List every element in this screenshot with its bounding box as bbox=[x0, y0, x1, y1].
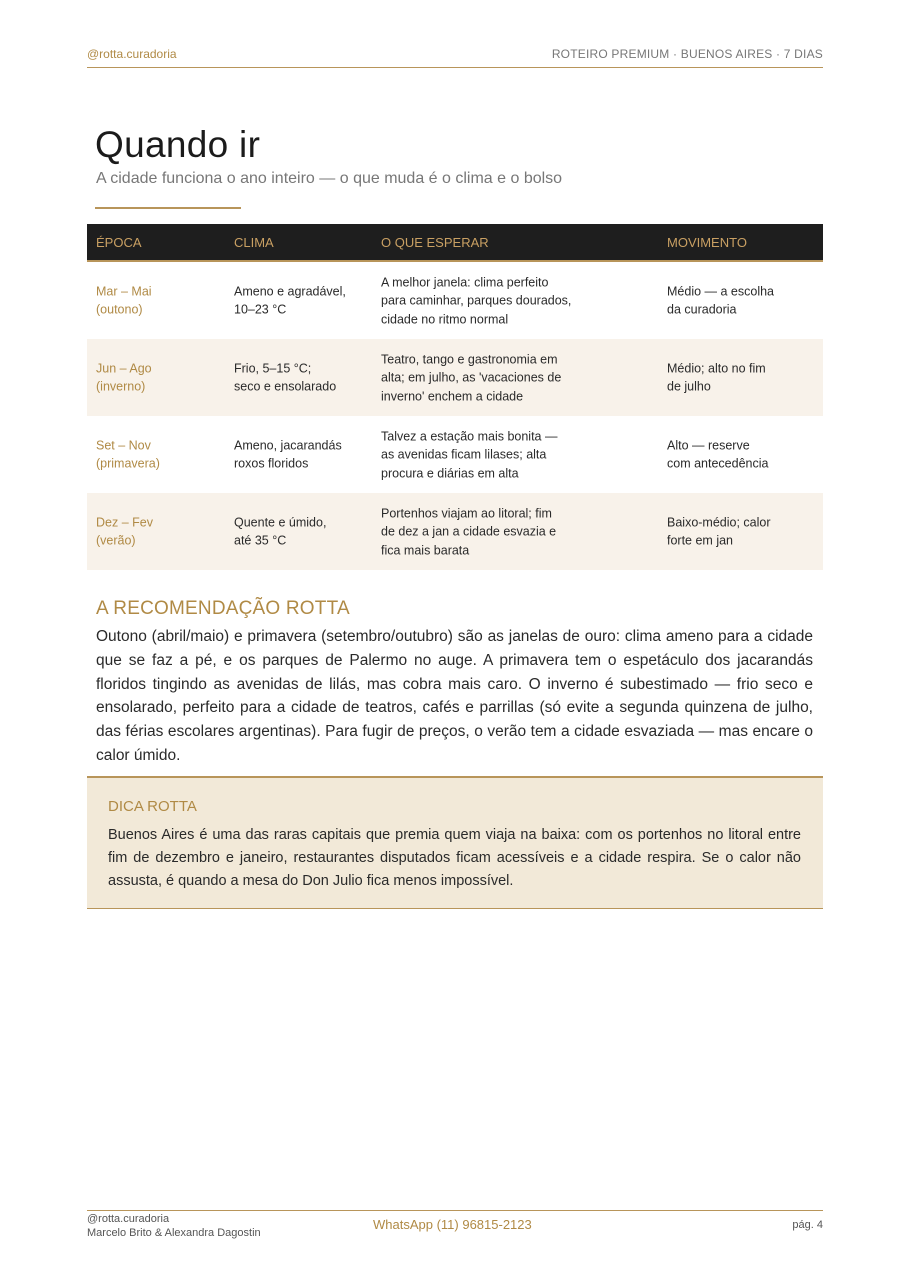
recommendation-title: A RECOMENDAÇÃO ROTTA bbox=[96, 598, 350, 619]
page-subtitle: A cidade funciona o ano inteiro — o que muda é o clima e o bolso bbox=[96, 170, 563, 187]
tip-title: DICA ROTTA bbox=[108, 798, 197, 815]
table-row bbox=[87, 416, 823, 493]
cell-esperar: Talvez a estação mais bonita — as avenidas ficam lilases; alta procura e diárias em alta bbox=[381, 428, 558, 480]
table-header bbox=[87, 224, 823, 262]
cell-clima: Ameno, jacarandás roxos floridos bbox=[234, 438, 342, 471]
title-divider bbox=[95, 207, 241, 209]
page-footer bbox=[87, 1210, 823, 1241]
header-doc-title: ROTEIRO PREMIUM · BUENOS AIRES · 7 DIAS bbox=[551, 47, 823, 61]
table-row bbox=[87, 262, 823, 339]
th-movimento: MOVIMENTO bbox=[667, 235, 747, 250]
whatsapp-link[interactable]: WhatsApp (11) 96815-2123 bbox=[373, 1217, 532, 1232]
cell-movimento: Médio — a escolha da curadoria bbox=[667, 284, 775, 317]
cell-esperar: A melhor janela: clima perfeito para caminhar, parques dourados, cidade no ritmo normal bbox=[381, 274, 572, 326]
cell-epoca: Set – Nov (primavera) bbox=[96, 438, 160, 471]
header-handle: @rotta.curadoria bbox=[87, 47, 177, 61]
th-esperar: O QUE ESPERAR bbox=[381, 235, 489, 250]
table-row bbox=[87, 339, 823, 416]
cell-esperar: Portenhos viajam ao litoral; fim de dez a jan a cidade esvazia e fica mais barata bbox=[381, 505, 557, 557]
footer-authors: Marcelo Brito & Alexandra Dagostin bbox=[87, 1227, 261, 1239]
cell-epoca: Jun – Ago (inverno) bbox=[96, 361, 152, 394]
table-row bbox=[87, 493, 823, 570]
cell-movimento: Médio; alto no fim de julho bbox=[667, 361, 766, 394]
recommendation-text: Outono (abril/maio) e primavera (setembro/outubro) são as janelas de ouro: clima ameno para a cidade que se faz a pé, e os parques de Palermo no auge. A primavera tem o espetáculo dos jacarandás floridos tingindo as avenidas de lilás, mas cobra mais caro. O inverno é subestimado — frio seco e ensolarado, perfeito para a cidade de teatros, cafés e parrillas (só evite a segunda quinzena de julho, das férias escolares argentinas). Para fugir de preços, o verão tem a cidade esvaziada — mas encare o calor úmido. bbox=[96, 628, 813, 764]
cell-clima: Ameno e agradável, 10–23 °C bbox=[234, 284, 346, 317]
cell-clima: Frio, 5–15 °C; seco e ensolarado bbox=[234, 361, 337, 394]
th-clima: CLIMA bbox=[234, 235, 274, 250]
page-number: pág. 4 bbox=[792, 1219, 823, 1231]
page-title: Quando ir bbox=[95, 124, 261, 165]
page-header bbox=[87, 46, 823, 68]
cell-epoca: Dez – Fev (verão) bbox=[96, 515, 153, 548]
th-epoca: ÉPOCA bbox=[96, 235, 142, 250]
footer-handle: @rotta.curadoria bbox=[87, 1213, 170, 1225]
season-table bbox=[87, 224, 823, 570]
cell-epoca: Mar – Mai (outono) bbox=[96, 284, 152, 317]
tip-text: Buenos Aires é uma das raras capitais que premia quem viaja na baixa: com os portenhos no litoral entre fim de dezembro e janeiro, restaurantes disputados ficam acessíveis e a cidade respira. Se o calor não assusta, é quando a mesa do Don Julio fica menos impossível. bbox=[108, 827, 801, 889]
tip-box bbox=[87, 776, 823, 909]
cell-esperar: Teatro, tango e gastronomia em alta; em julho, as 'vacaciones de inverno' enchem a cidade bbox=[381, 351, 562, 403]
cell-movimento: Alto — reserve com antecedência bbox=[667, 438, 769, 471]
cell-movimento: Baixo-médio; calor forte em jan bbox=[667, 515, 771, 548]
cell-clima: Quente e úmido, até 35 °C bbox=[234, 515, 327, 548]
